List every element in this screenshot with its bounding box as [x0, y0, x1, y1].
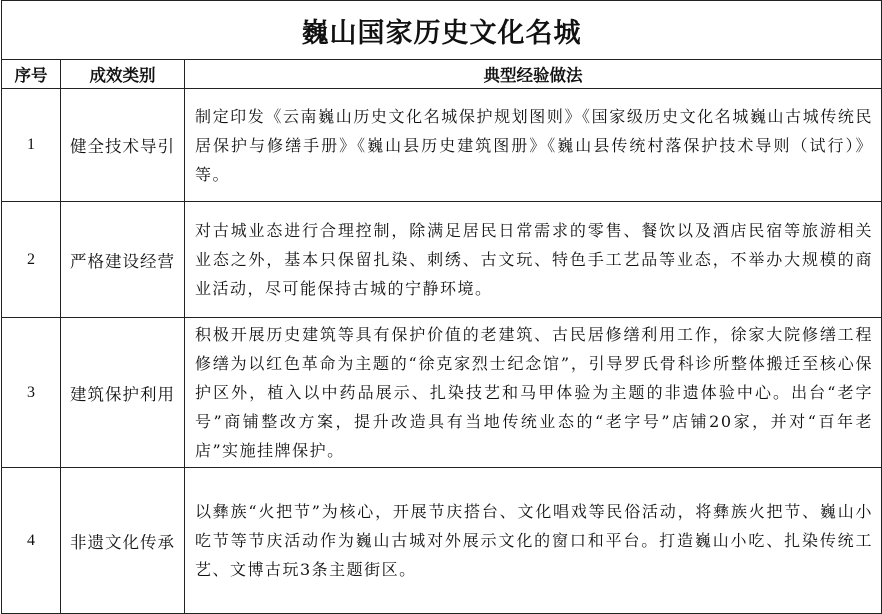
row-number: 4: [2, 468, 61, 614]
row-number: 2: [2, 202, 61, 318]
title-row: [2, 1, 882, 60]
row-practice: 积极开展历史建筑等具有保护价值的老建筑、古民居修缮利用工作，徐家大院修缮工程修缮为以红色革命为主题的“徐克家烈士纪念馆”，引导罗氏骨科诊所整体搬迁至核心保护区外，植入以中药品展示、扎染技艺和马甲体验为主题的非遗体验中心。出台“老字号”商铺整改方案，提升改造具有当地传统业态的“老字号”店铺20家，并对“百年老店”实施挂牌保护。: [185, 318, 882, 468]
table-row: [2, 318, 882, 468]
achievements-table: [1, 0, 882, 614]
table-row: [2, 89, 882, 202]
header-category: 成效类别: [61, 60, 185, 89]
row-number: 3: [2, 318, 61, 468]
row-practice: 以彝族“火把节”为核心，开展节庆搭台、文化唱戏等民俗活动，将彝族火把节、巍山小吃节等节庆活动作为巍山古城对外展示文化的窗口和平台。打造巍山小吃、扎染传统工艺、文博古玩3条主题街区。: [185, 468, 882, 614]
table-title: 巍山国家历史文化名城: [2, 1, 882, 60]
row-category: 非遗文化传承: [61, 468, 185, 614]
header-number: 序号: [2, 60, 61, 89]
header-practice: 典型经验做法: [185, 60, 882, 89]
row-number: 1: [2, 89, 61, 202]
table-row: [2, 202, 882, 318]
row-practice: 制定印发《云南巍山历史文化名城保护规划图则》《国家级历史文化名城巍山古城传统民居保护与修缮手册》《巍山县历史建筑图册》《巍山县传统村落保护技术导则（试行）》等。: [185, 89, 882, 202]
row-category: 建筑保护利用: [61, 318, 185, 468]
table-row: [2, 468, 882, 614]
row-category: 健全技术导引: [61, 89, 185, 202]
row-practice: 对古城业态进行合理控制，除满足居民日常需求的零售、餐饮以及酒店民宿等旅游相关业态之外，基本只保留扎染、刺绣、古文玩、特色手工艺品等业态，不举办大规模的商业活动，尽可能保持古城的宁静环境。: [185, 202, 882, 318]
header-row: [2, 60, 882, 89]
row-category: 严格建设经营: [61, 202, 185, 318]
